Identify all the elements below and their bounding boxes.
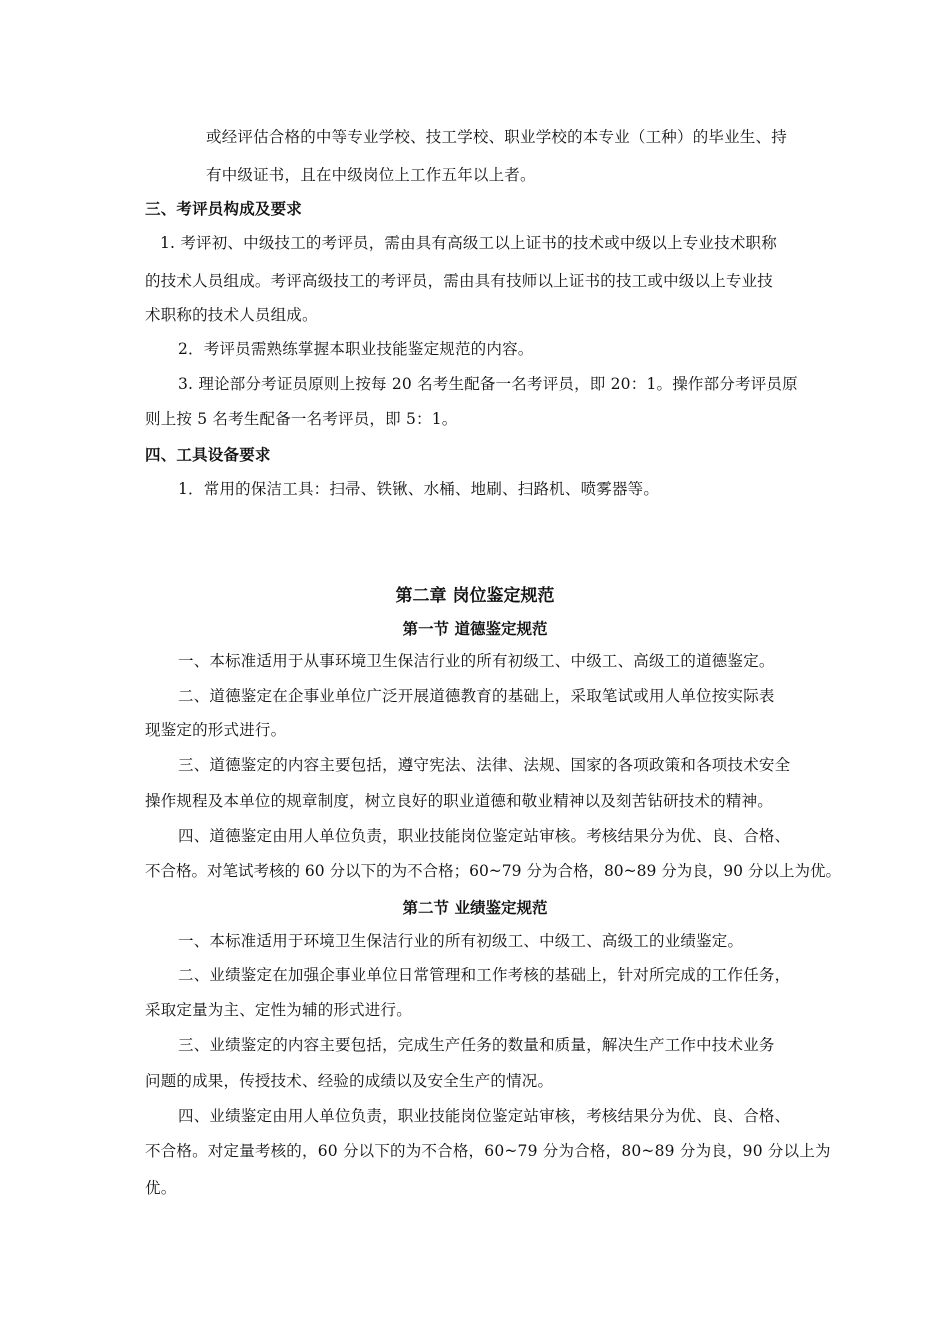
paragraph-line: 采取定量为主、定性为辅的形式进行。 (145, 1001, 412, 1019)
paragraph-line: 则上按 5 名考生配备一名考评员，即 5：1。 (145, 410, 458, 428)
section-title: 第二节 业绩鉴定规范 (402, 898, 548, 917)
paragraph-line: 问题的成果，传授技术、经验的成绩以及安全生产的情况。 (145, 1072, 554, 1090)
paragraph-line: 一、本标准适用于从事环境卫生保洁行业的所有初级工、中级工、高级工的道德鉴定。 (178, 652, 775, 670)
section-title: 第一节 道德鉴定规范 (402, 619, 548, 638)
paragraph-line: 1．常用的保洁工具：扫帚、铁锹、水桶、地刷、扫路机、喷雾器等。 (178, 480, 660, 498)
paragraph-line: 三、业绩鉴定的内容主要包括，完成生产任务的数量和质量，解决生产工作中技术业务 (178, 1036, 775, 1054)
paragraph-line: 或经评估合格的中等专业学校、技工学校、职业学校的本专业（工种）的毕业生、持 (206, 128, 787, 146)
paragraph-line: 1. 考评初、中级技工的考评员，需由具有高级工以上证书的技术或中级以上专业技术职称 (160, 234, 777, 252)
paragraph-line: 四、道德鉴定由用人单位负责，职业技能岗位鉴定站审核。考核结果分为优、良、合格、 (178, 827, 791, 845)
paragraph-line: 二、业绩鉴定在加强企事业单位日常管理和工作考核的基础上，针对所完成的工作任务， (178, 966, 791, 984)
section-heading-4: 四、工具设备要求 (145, 445, 271, 464)
section-heading-3: 三、考评员构成及要求 (145, 199, 303, 218)
paragraph-line: 不合格。对定量考核的，60 分以下的为不合格，60~79 分为合格，80~89 分为良，90 分以上为 (145, 1142, 831, 1160)
paragraph-line: 的技术人员组成。考评高级技工的考评员，需由具有技师以上证书的技工或中级以上专业技 (145, 272, 774, 290)
paragraph-line: 现鉴定的形式进行。 (145, 721, 287, 739)
paragraph-line: 有中级证书，且在中级岗位上工作五年以上者。 (206, 166, 536, 184)
paragraph-line: 操作规程及本单位的规章制度，树立良好的职业道德和敬业精神以及刻苦钻研技术的精神。 (145, 792, 774, 810)
paragraph-line: 二、道德鉴定在企事业单位广泛开展道德教育的基础上，采取笔试或用人单位按实际表 (178, 687, 775, 705)
paragraph-line: 四、业绩鉴定由用人单位负责，职业技能岗位鉴定站审核，考核结果分为优、良、合格、 (178, 1107, 791, 1125)
chapter-title: 第二章 岗位鉴定规范 (395, 586, 555, 606)
paragraph-line: 一、本标准适用于环境卫生保洁行业的所有初级工、中级工、高级工的业绩鉴定。 (178, 932, 744, 950)
paragraph-line: 3. 理论部分考证员原则上按每 20 名考生配备一名考评员，即 20：1。操作部分考评员原 (178, 375, 798, 393)
paragraph-line: 术职称的技术人员组成。 (145, 306, 318, 324)
paragraph-line: 三、道德鉴定的内容主要包括，遵守宪法、法律、法规、国家的各项政策和各项技术安全 (178, 756, 791, 774)
paragraph-line: 不合格。对笔试考核的 60 分以下的为不合格；60~79 分为合格，80~89 分为良，90 分以上为优。 (145, 862, 841, 880)
paragraph-line: 优。 (145, 1179, 177, 1197)
paragraph-line: 2．考评员需熟练掌握本职业技能鉴定规范的内容。 (178, 340, 534, 358)
